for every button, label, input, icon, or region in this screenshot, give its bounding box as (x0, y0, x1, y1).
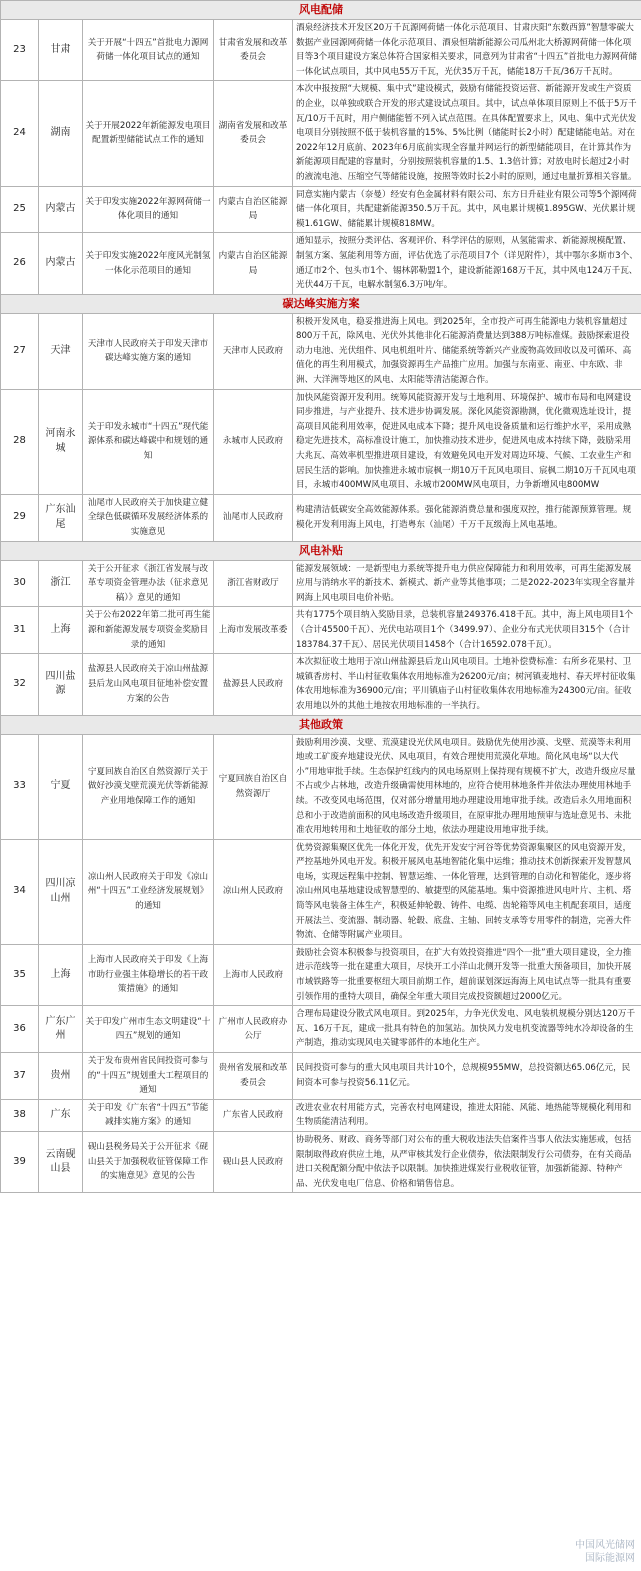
issuer-cell: 天津市人民政府 (214, 313, 293, 389)
document-title-cell: 关于印发实施2022年源网荷储一体化项目的通知 (83, 186, 214, 233)
region-cell: 浙江 (39, 560, 83, 607)
section-title: 其他政策 (1, 715, 641, 734)
row-number-cell: 38 (1, 1099, 39, 1131)
table-row (1, 944, 641, 1005)
row-number-cell: 30 (1, 560, 39, 607)
region-cell: 上海 (39, 944, 83, 1005)
region-cell: 内蒙古 (39, 233, 83, 294)
table-row (1, 20, 641, 81)
region-cell: 广东广州 (39, 1006, 83, 1053)
table-row (1, 494, 641, 541)
region-cell: 河南永城 (39, 389, 83, 494)
row-number-cell: 23 (1, 20, 39, 81)
content-cell: 合理布局建设分散式风电项目。到2025年，力争光伏发电、风电装机规模分别达120万千瓦、16万千瓦，建成一批具有特色的加氢站。加快风力发电机变流器等纯水冷却设备的生产制造，推动实现风电关键零部件的本地化生产。 (293, 1006, 641, 1053)
table-row (1, 560, 641, 607)
section-title: 风电配储 (1, 1, 641, 20)
document-title-cell: 关于印发《广东省“十四五”节能减排实施方案》的通知 (83, 1099, 214, 1131)
content-cell: 能源发展领域：一是新型电力系统等提升电力供应保障能力和利用效率，可再生能源发展应用与消纳水平的新技术、新模式、新产业等其他事项；二是2022-2023年实现全容量并网海上风电项目电价补贴。 (293, 560, 641, 607)
document-title-cell: 关于公开征求《浙江省发展与改革专项资金管理办法（征求意见稿）》意见的通知 (83, 560, 214, 607)
region-cell: 上海 (39, 607, 83, 654)
issuer-cell: 上海市人民政府 (214, 944, 293, 1005)
row-number-cell: 36 (1, 1006, 39, 1053)
region-cell: 四川盐源 (39, 654, 83, 715)
table-row (1, 389, 641, 494)
row-number-cell: 33 (1, 734, 39, 839)
document-title-cell: 砚山县税务局关于公开征求《砚山县关于加强税收征管保障工作的实施意见》意见的公告 (83, 1131, 214, 1192)
table-row (1, 839, 641, 944)
table-row (1, 313, 641, 389)
row-number-cell: 29 (1, 494, 39, 541)
region-cell: 天津 (39, 313, 83, 389)
row-number-cell: 26 (1, 233, 39, 294)
issuer-cell: 永城市人民政府 (214, 389, 293, 494)
table-row (1, 734, 641, 839)
table-row (1, 1053, 641, 1100)
content-cell: 本次申报按照“大规模、集中式”建设模式，鼓励有储能投资运营、新能源开发或生产资质的企业，以单独或联合开发的形式建设试点项目。其中，试点单体项目原则上不低于5万千瓦/10万千瓦时，用户侧储能暂不列入试点范围。在具体配置要求上，风电、集中式光伏发电项目分别按照不低于装机容量的15%、5%比例（储能时长2小时）配建储能电站。对在2022年12月底前、2023年6月底前实现全容量并网运行的新型储能项目，在计算其作为新能源项目配建的容量时，分别按照装机容量的1.5、1.3倍计算；对放电时长超过2小时的液流电池、压缩空气等储能设施，按照等效时长2小时的原则，通过电量折算相关容量。 (293, 81, 641, 186)
issuer-cell: 盐源县人民政府 (214, 654, 293, 715)
section-header-row (1, 541, 641, 560)
content-cell: 酒泉经济技术开发区20万千瓦源网荷储一体化示范项目、甘肃庆阳“东数西算”智慧零碳大数据产业园源网荷储一体化示范项目、酒泉恒瑞新能源公司瓜州北大桥源网荷储一体化项目等3个项目建设方案总体符合国家相关要求，同意列为甘肃省“十四五”首批电力源网荷储一体化试点项目，其中风电55万千瓦，光伏35万千瓦，储能18万千瓦/36万千瓦时。 (293, 20, 641, 81)
content-cell: 本次拟征收土地用于凉山州盐源县后龙山风电项目。土地补偿费标准：右所乡花果村、卫城镇香房村、半山村征收集体农用地标准为26200元/亩；树河镇麦地村、春天坪村征收集体农用地标准为36900元/亩；平川镇庙子山村征收集体农用地标准为24300元/亩。征收农用地以外的其他土地按农用地标准的一半执行。 (293, 654, 641, 715)
region-cell: 广东汕尾 (39, 494, 83, 541)
section-header-row (1, 294, 641, 313)
document-title-cell: 关于开展“十四五”首批电力源网荷储一体化项目试点的通知 (83, 20, 214, 81)
region-cell: 云南砚山县 (39, 1131, 83, 1192)
content-cell: 同意实施内蒙古（奈曼）经安有色金属材料有限公司、东方日升硅业有限公司等5个源网荷储一体化项目，共配建新能源350.5万千瓦。其中，风电累计规模1.895GW、光伏累计规模1.61GW、储能累计规模818MW。 (293, 186, 641, 233)
content-cell: 积极开发风电，稳妥推进海上风电。到2025年，全市投产可再生能源电力装机容量超过800万千瓦，除风电、光伏外其他非化石能源消费量达到388万吨标准煤。鼓励探索退役动力电池、光伏组件、风电机组叶片、储能系统等新兴产业废物高效回收以及可循环、高值化的再生利用模式，加强资源再生产品推广应用。加强与东南亚、南亚、中东欧、非洲、大洋洲等地区的风电、太阳能等清洁能源合作。 (293, 313, 641, 389)
row-number-cell: 27 (1, 313, 39, 389)
section-header-row (1, 715, 641, 734)
document-title-cell: 汕尾市人民政府关于加快建立健全绿色低碳循环发展经济体系的实施意见 (83, 494, 214, 541)
section-title: 风电补贴 (1, 541, 641, 560)
document-title-cell: 关于印发广州市生态文明建设“十四五”规划的通知 (83, 1006, 214, 1053)
row-number-cell: 35 (1, 944, 39, 1005)
section-header-row (1, 1, 641, 20)
row-number-cell: 24 (1, 81, 39, 186)
table-row (1, 1006, 641, 1053)
document-title-cell: 宁夏回族自治区自然资源厅关于做好沙漠戈壁荒漠光伏等新能源产业用地保障工作的通知 (83, 734, 214, 839)
content-cell: 协助税务、财政、商务等部门对公布的重大税收违法失信案件当事人依法实施惩戒，包括限制取得政府供应土地，从严审核其发行企业债券，依法限制发行公司债券，在有关商品进口关税配额分配中依法予以限制。加快推进煤炭行业税收征管，加强新能源、特种产品、光伏发电电厂信息、价格和销售信息。 (293, 1131, 641, 1192)
issuer-cell: 广州市人民政府办公厅 (214, 1006, 293, 1053)
issuer-cell: 甘肃省发展和改革委员会 (214, 20, 293, 81)
table-row (1, 1131, 641, 1192)
row-number-cell: 31 (1, 607, 39, 654)
region-cell: 贵州 (39, 1053, 83, 1100)
issuer-cell: 上海市发展改革委 (214, 607, 293, 654)
content-cell: 民间投资可参与的重大风电项目共计10个，总规模955MW，总投资额达65.06亿元，民间资本可参与投资56.11亿元。 (293, 1053, 641, 1100)
document-title-cell: 关于发布贵州省民间投资可参与的“十四五”规划重大工程项目的通知 (83, 1053, 214, 1100)
issuer-cell: 凉山州人民政府 (214, 839, 293, 944)
document-title-cell: 关于公布2022年第二批可再生能源和新能源发展专项资金奖励目录的通知 (83, 607, 214, 654)
issuer-cell: 湖南省发展和改革委员会 (214, 81, 293, 186)
issuer-cell: 广东省人民政府 (214, 1099, 293, 1131)
region-cell: 宁夏 (39, 734, 83, 839)
document-title-cell: 关于印发永城市“十四五”现代能源体系和碳达峰碳中和规划的通知 (83, 389, 214, 494)
document-title-cell: 关于印发实施2022年度风光制氢一体化示范项目的通知 (83, 233, 214, 294)
row-number-cell: 28 (1, 389, 39, 494)
table-row (1, 186, 641, 233)
issuer-cell: 汕尾市人民政府 (214, 494, 293, 541)
section-title: 碳达峰实施方案 (1, 294, 641, 313)
content-cell: 加快风能资源开发利用。统筹风能资源开发与土地利用、环境保护、城市布局和电网建设同步推进，与产业提升、技术进步协调发展。深化风能资源勘测，优化微观选址设计，提高项目风能利用效率，促进风电成本下降；提升风电设备质量和运行维护水平，采用成熟稳定先进技术，高标准设计施工，加快推动技术进步，促进风电成本持续下降，鼓励采用大兆瓦、高效率机型推进项目建设，有效避免风电开发对周边环境、气候、工农业生产和居民生活的影响。加快推进永城市宸枫一期10万千瓦风电项目、宸枫二期10万千瓦风电项目，永城市400MW风电项目、永城市200MW风电项目，力争新增风电800MW (293, 389, 641, 494)
document-title-cell: 盐源县人民政府关于凉山州盐源县后龙山风电项目征地补偿安置方案的公告 (83, 654, 214, 715)
row-number-cell: 34 (1, 839, 39, 944)
watermark (575, 1539, 635, 1565)
document-title-cell: 凉山州人民政府关于印发《凉山州“十四五”工业经济发展规划》的通知 (83, 839, 214, 944)
table-row (1, 233, 641, 294)
content-cell: 鼓励利用沙漠、戈壁、荒漠建设光伏风电项目。鼓励优先使用沙漠、戈壁、荒漠等未利用地或工矿废弃地建设光伏、风电项目，有效合理使用荒漠化草地。简化风电场“以大代小”用地审批手续。生态保护红线内的风电场原则上保持现有规模不扩大，改造升级应尽量不占或少占林地，改造升级确需使用林地的，应符合使用林地条件并依法办理使用林地手续。不改变风电场范围，仅对部分增量用地办理建设用地审批手续。改造后永久用地面积总和小于改造前面积的风电场改造升级项目，在原审批办理用地预审与选址意见书、未批准农用地转用和土地征收的部分土地，依法办理建设用地审批手续。 (293, 734, 641, 839)
row-number-cell: 39 (1, 1131, 39, 1192)
issuer-cell: 内蒙古自治区能源局 (214, 233, 293, 294)
region-cell: 广东 (39, 1099, 83, 1131)
row-number-cell: 25 (1, 186, 39, 233)
content-cell: 改进农业农村用能方式，完善农村电网建设，推进太阳能、风能、地热能等规模化利用和生物质能清洁利用。 (293, 1099, 641, 1131)
row-number-cell: 37 (1, 1053, 39, 1100)
content-cell: 共有1775个项目纳入奖励目录，总装机容量249376.418千瓦。其中，海上风电项目1个（合计45500千瓦）、光伏电站项目1个（3499.97）、企业分布式光伏项目315个（合计183784.37千瓦）、居民光伏项目1458个（合计16592.078千瓦）。 (293, 607, 641, 654)
content-cell: 鼓励社会资本积极参与投资项目，在扩大有效投资推进“四个一批”重大项目建设，全力推进示范线等一批在建重大项目，尽快开工小洋山北侧开发等一批重大预备项目，加快开展市域铁路等一批重要枢纽大项目前期工作，超前谋划深远海海上风电试点等一批具有重要引领作用的重特大项目，确保全年重大项目完成投资额超过2000亿元。 (293, 944, 641, 1005)
issuer-cell: 贵州省发展和改革委员会 (214, 1053, 293, 1100)
region-cell: 内蒙古 (39, 186, 83, 233)
table-row (1, 1099, 641, 1131)
region-cell: 湖南 (39, 81, 83, 186)
policy-table-body (1, 1, 641, 1193)
content-cell: 构建清洁低碳安全高效能源体系。强化能源消费总量和强度双控，推行能源预算管理。规模化开发利用海上风电，打造粤东（汕尾）千万千瓦级海上风电基地。 (293, 494, 641, 541)
table-row (1, 607, 641, 654)
table-row (1, 81, 641, 186)
content-cell: 通知显示，按照分类评估、客观评价、科学评估的原则，从氢能需求、新能源规模配置、制氢方案、氢能利用等方面，评估优选了示范项目7个（详见附件），其中鄂尔多斯市3个、通辽市2个、包头市1个、锡林郭勒盟1个，建设新能源168万千瓦，其中风电124万千瓦、光伏44万千瓦，电解水制氢6.3万吨/年。 (293, 233, 641, 294)
issuer-cell: 浙江省财政厅 (214, 560, 293, 607)
issuer-cell: 砚山县人民政府 (214, 1131, 293, 1192)
issuer-cell: 宁夏回族自治区自然资源厅 (214, 734, 293, 839)
document-title-cell: 天津市人民政府关于印发天津市碳达峰实施方案的通知 (83, 313, 214, 389)
watermark-line-2: 国际能源网 (585, 1553, 635, 1564)
content-cell: 优势资源集聚区优先一体化开发，优先开发安宁河谷等优势资源集聚区的风电资源开发，严控基地外风电开发。积极开展风电基地智能化集中运维；推动技术创新探索开发智慧风电场，实现远程集中控制、智慧运维、一体化管理，达到管理的自动化和智能化，逐步将凉山州风电基地建设成智慧型的、敏捷型的风能基地。集中资源推进风电叶片、主机、塔筒等风电装备主体生产，积极延伸轮毂、铸件、电缆、齿轮箱等风电主机配套项目，适度开展法兰、变流器、制动器、轮毂、底盘、主轴、回转支承等专用零件的制造，完善大件物流、仓储等附属产业项目。 (293, 839, 641, 944)
watermark-line-1: 中国风光储网 (575, 1540, 635, 1551)
region-cell: 四川凉山州 (39, 839, 83, 944)
issuer-cell: 内蒙古自治区能源局 (214, 186, 293, 233)
region-cell: 甘肃 (39, 20, 83, 81)
document-title-cell: 关于开展2022年新能源发电项目配置新型储能试点工作的通知 (83, 81, 214, 186)
document-title-cell: 上海市人民政府关于印发《上海市助行业强主体稳增长的若干政策措施》的通知 (83, 944, 214, 1005)
table-row (1, 654, 641, 715)
row-number-cell: 32 (1, 654, 39, 715)
